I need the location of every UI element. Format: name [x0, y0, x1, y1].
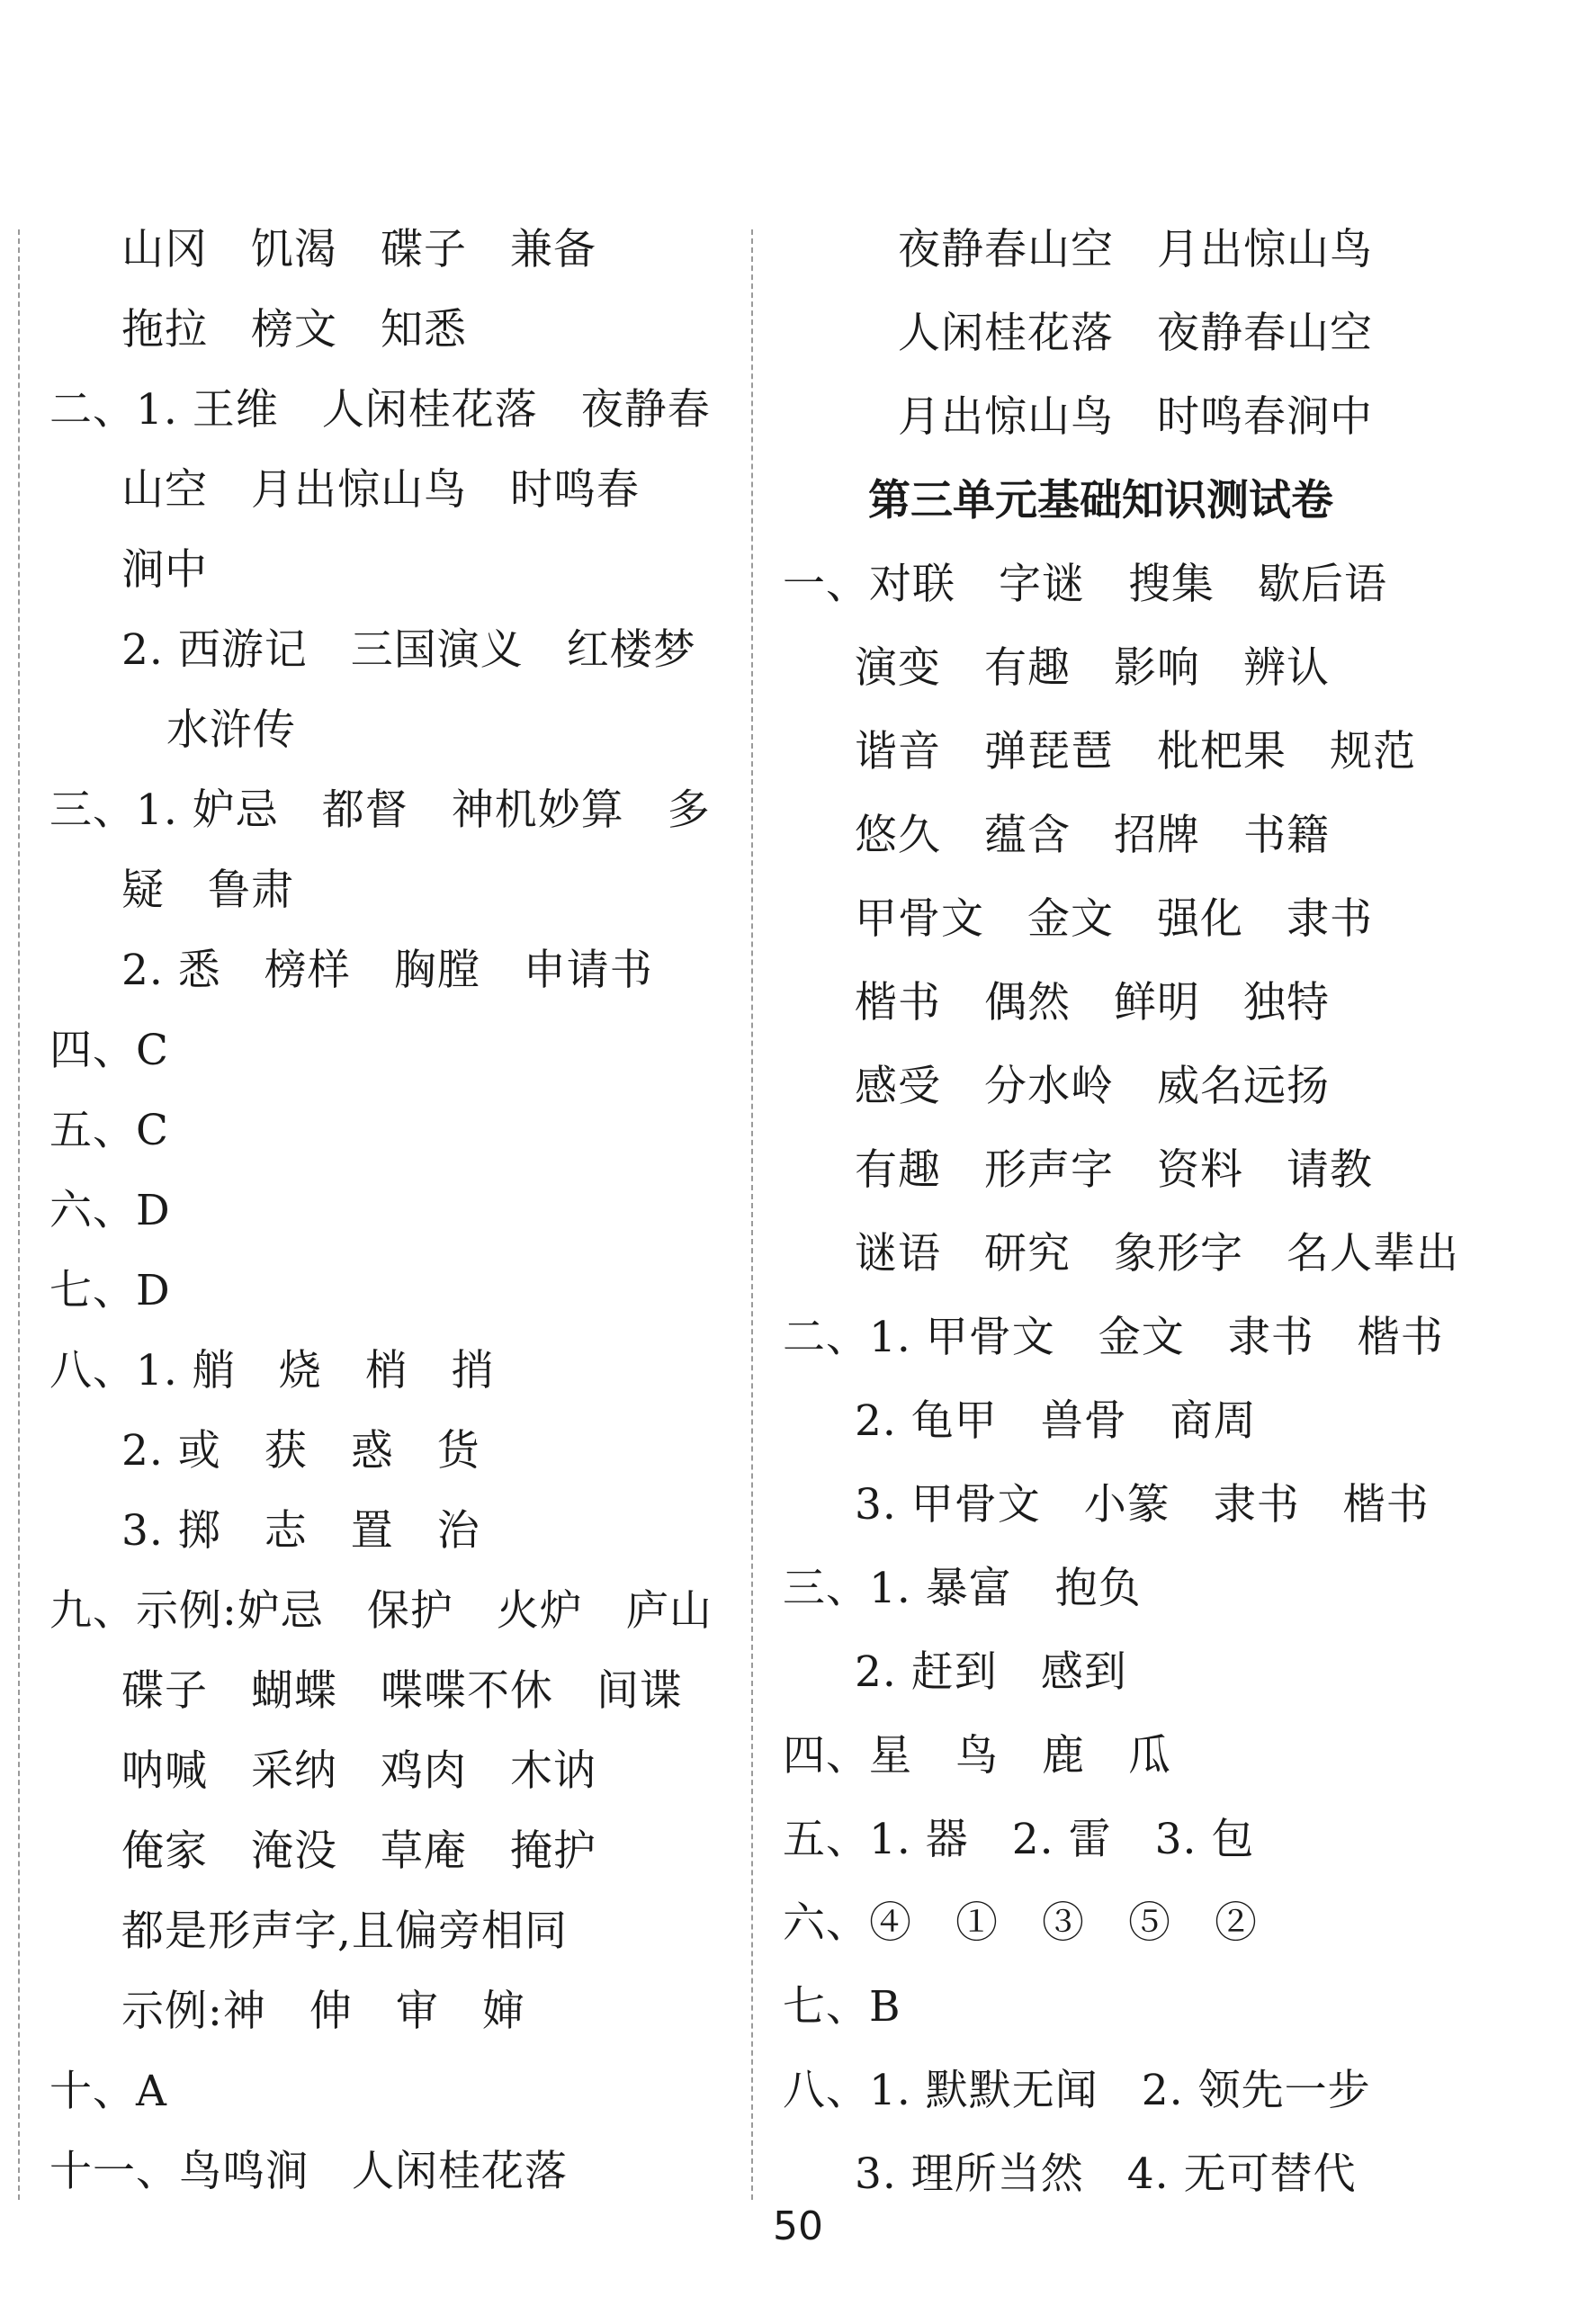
- answer-line: 七、D: [49, 1266, 171, 1315]
- answer-line: 3. 理所当然 4. 无可替代: [855, 2149, 1357, 2199]
- answer-line: 四、C: [49, 1026, 169, 1075]
- answer-line: 疑 鲁肃: [121, 866, 294, 915]
- answer-line: 二、1. 甲骨文 金文 隶书 楷书: [783, 1313, 1444, 1362]
- answer-line: 五、1. 器 2. 雷 3. 包: [783, 1815, 1255, 1864]
- answer-line: 感受 分水岭 威名远扬: [855, 1062, 1330, 1111]
- answer-line: 演变 有趣 影响 辨认: [855, 643, 1330, 693]
- answer-line: 三、1. 暴富 抱负: [783, 1564, 1142, 1613]
- answer-line: 三、1. 妒忌 都督 神机妙算 多: [49, 785, 711, 835]
- answer-line: 甲骨文 金文 强化 隶书: [855, 894, 1373, 944]
- page-number: 50: [773, 2203, 823, 2249]
- answer-line: 谐音 弹琵琶 枇杷果 规范: [855, 727, 1416, 776]
- answer-line: 2. 悉 榜样 胸膛 申请书: [121, 946, 653, 995]
- answer-line: 2. 或 获 惑 货: [121, 1426, 480, 1476]
- answer-line: 3. 掷 志 置 治: [121, 1506, 480, 1556]
- answer-line: 山空 月出惊山鸟 时鸣春: [121, 465, 640, 515]
- answer-line: 夜静春山空 月出惊山鸟: [898, 225, 1373, 274]
- column-divider: [751, 229, 753, 2200]
- answer-line: 谜语 研究 象形字 名人辈出: [855, 1229, 1459, 1279]
- answer-line: 四、星 鸟 鹿 瓜: [783, 1731, 1171, 1781]
- answer-line: 碟子 蝴蝶 喋喋不休 间谍: [121, 1666, 683, 1716]
- answer-line: 呐喊 采纳 鸡肉 木讷: [121, 1746, 596, 1796]
- answer-line: 2. 赶到 感到: [855, 1647, 1127, 1697]
- answer-line: 人闲桂花落 夜静春山空: [898, 309, 1373, 358]
- answer-line: 示例:神 伸 审 婶: [121, 1987, 525, 2036]
- left-margin-divider: [18, 229, 20, 2200]
- answer-line: 2. 龟甲 兽骨 商周: [855, 1396, 1257, 1446]
- answer-line: 月出惊山鸟 时鸣春涧中: [898, 392, 1373, 442]
- answer-line: 八、1. 艄 烧 梢 捎: [49, 1346, 495, 1395]
- answer-line: 俺家 淹没 草庵 掩护: [121, 1826, 596, 1876]
- answer-line: 拖拉 榜文 知悉: [121, 305, 467, 354]
- answer-line: 有趣 形声字 资料 请教: [855, 1145, 1373, 1195]
- answer-line: 悠久 蕴含 招牌 书籍: [855, 811, 1330, 860]
- answer-line: 二、1. 王维 人闲桂花落 夜静春: [49, 385, 711, 435]
- answer-line: 一、对联 字谜 搜集 歇后语: [783, 560, 1387, 609]
- answer-line: 山冈 饥渴 碟子 兼备: [121, 225, 596, 274]
- answer-line: 楷书 偶然 鲜明 独特: [855, 978, 1330, 1027]
- answer-line: 十一、鸟鸣涧 人闲桂花落: [49, 2147, 568, 2196]
- answer-line: 涧中: [121, 545, 208, 595]
- answer-line: 3. 甲骨文 小篆 隶书 楷书: [855, 1480, 1430, 1530]
- section-title: 第三单元基础知识测试卷: [868, 476, 1333, 525]
- answer-line: 十、A: [49, 2067, 167, 2116]
- answer-line: 水浒传: [166, 705, 296, 755]
- answer-line: 2. 西游记 三国演义 红楼梦: [121, 625, 696, 675]
- answer-line: 七、B: [783, 1982, 901, 2032]
- answer-line: 六、④ ① ③ ⑤ ②: [783, 1898, 1258, 1948]
- answer-line: 六、D: [49, 1186, 171, 1235]
- answer-line: 九、示例:妒忌 保护 火炉 庐山: [49, 1586, 713, 1636]
- answer-line: 八、1. 默默无闻 2. 领先一步: [783, 2066, 1371, 2115]
- answer-line: 都是形声字,且偏旁相同: [121, 1907, 568, 1956]
- answer-line: 五、C: [49, 1106, 169, 1155]
